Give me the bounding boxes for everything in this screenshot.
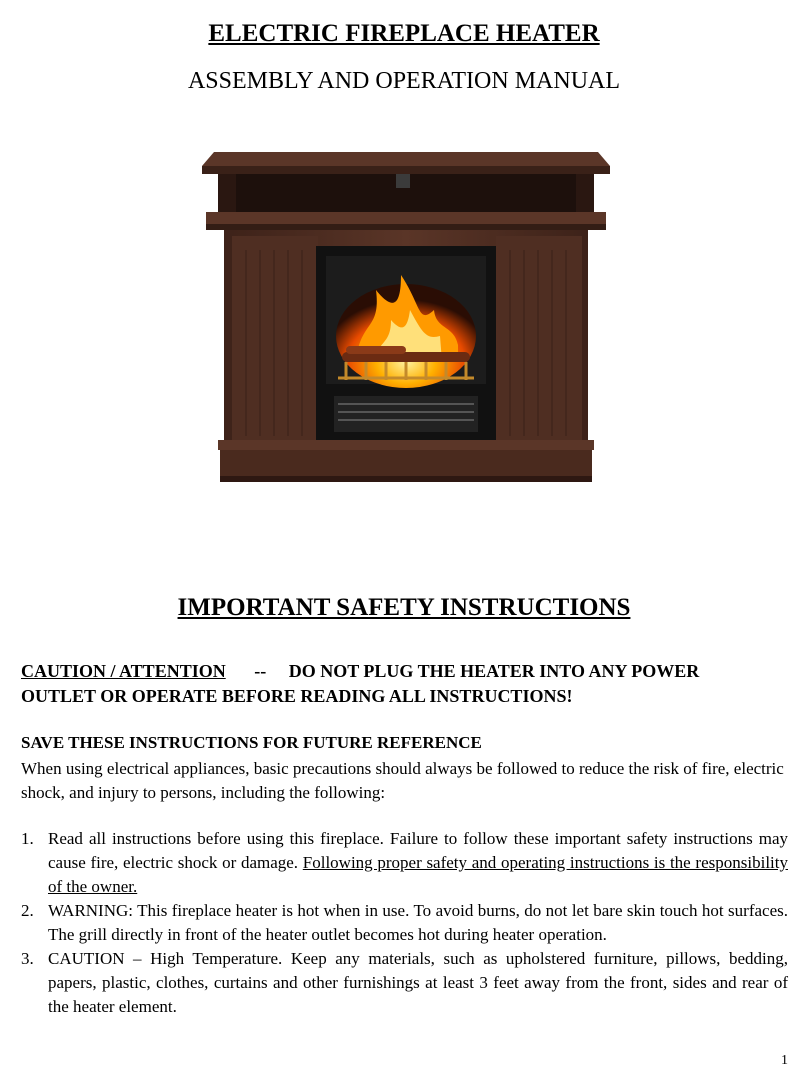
caution-label: CAUTION / ATTENTION xyxy=(21,661,226,681)
list-item xyxy=(21,947,788,1019)
list-item-number: 1. xyxy=(21,829,34,848)
list-item-number: 3. xyxy=(21,949,34,968)
intro-paragraph: When using electrical appliances, basic precautions should always be followed to reduce the risk of fire, electric shock, and injury to persons, including the following: xyxy=(21,759,784,802)
list-item-text: WARNING: This fireplace heater is hot when in use. To avoid burns, do not let bare skin touch hot surfaces. The grill directly in front of the heater outlet becomes hot during heater operation. xyxy=(48,901,788,944)
caution-separator: -- xyxy=(254,661,267,681)
document-subtitle: ASSEMBLY AND OPERATION MANUAL xyxy=(187,68,621,94)
list-item-text: Read all instructions before using this fireplace. Failure to follow these important safety instructions may cause fire, electric shock or damage. xyxy=(48,829,788,872)
fireplace-image xyxy=(196,140,616,490)
document-title: ELECTRIC FIREPLACE HEATER xyxy=(208,20,600,47)
safety-heading: IMPORTANT SAFETY INSTRUCTIONS xyxy=(177,594,631,621)
list-item-number: 2. xyxy=(21,901,34,920)
save-instructions-heading: SAVE THESE INSTRUCTIONS FOR FUTURE REFERENCE xyxy=(21,733,482,752)
list-item xyxy=(21,827,788,899)
page-number: 1 xyxy=(781,1053,788,1068)
caution-text-line1: DO NOT PLUG THE HEATER INTO ANY POWER xyxy=(288,661,700,681)
caution-block xyxy=(21,659,781,709)
list-item xyxy=(21,899,788,947)
list-item-text: CAUTION – High Temperature. Keep any materials, such as upholstered furniture, pillows, bedding, papers, plastic, clothes, curtains and other furnishings at least 3 feet away from the front, sides and rear of the heater element. xyxy=(48,949,788,1016)
list-item-underlined-text: Following proper safety and operating instructions is the responsibility of the owner. xyxy=(48,853,788,896)
caution-text-line2: OUTLET OR OPERATE BEFORE READING ALL INSTRUCTIONS! xyxy=(21,686,573,706)
safety-list xyxy=(21,827,788,1019)
